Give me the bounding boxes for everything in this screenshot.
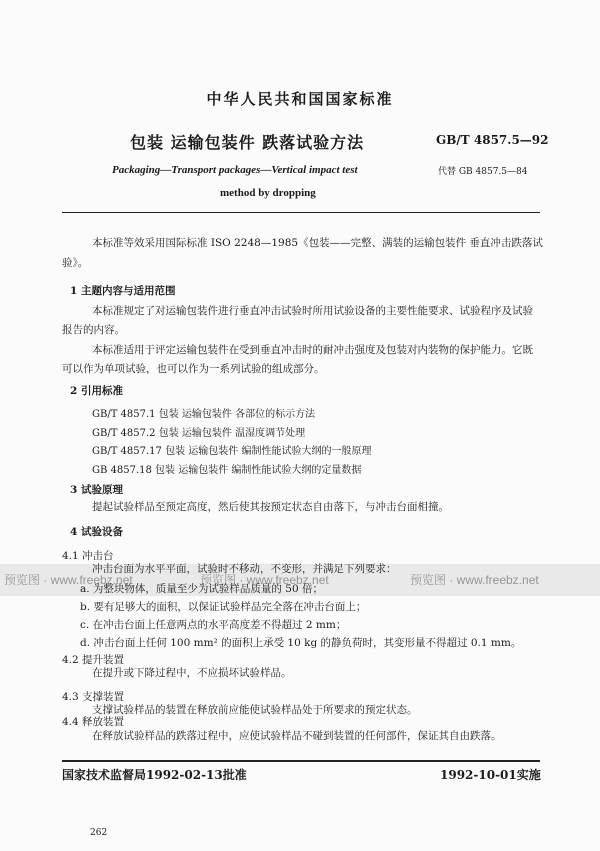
reference-item: GB/T 4857.1 包装 运输包装件 各部位的标示方法: [92, 409, 316, 420]
reference-item: GB/T 4857.2 包装 运输包装件 温湿度调节处理: [92, 428, 306, 439]
implementation-date: 1992-10-01实施: [440, 768, 541, 782]
s1-p2-line-2: 可以作为单项试验，也可以作为一系列试验的组成部分。: [62, 363, 325, 375]
reference-item: GB/T 4857.17 包装 运输包装件 编制性能试验大纲的一般原理: [92, 446, 372, 457]
standard-title: 包装 运输包装件 跌落试验方法: [130, 133, 365, 152]
intro-line-1: 本标准等效采用国际标准 ISO 2248—1985《包装——完整、满装的运输包装件 垂直冲击跌落试: [92, 237, 543, 249]
s41-item-c: c. 在冲击台面上任意两点的水平高度差不得超过 2 mm；: [80, 619, 347, 631]
standard-number: GB/T 4857.5—92: [436, 133, 549, 147]
watermark-middle: 预览图 · www.freebz.net: [200, 573, 329, 587]
s41-item-b: b. 要有足够大的面积，以保证试验样品完全落在冲击台面上；: [80, 601, 367, 613]
replaces-note: 代替 GB 4857.5—84: [438, 167, 528, 177]
section-1-heading: 1 主题内容与适用范围: [70, 285, 176, 297]
section-4-4-heading: 4.4 释放装置: [62, 716, 125, 728]
reference-item: GB 4857.18 包装 运输包装件 编制性能试验大纲的定量数据: [92, 465, 362, 476]
s43-paragraph: 支撑试验样品的装置在释放前应能使试验样品处于所要求的预定状态。: [92, 704, 418, 716]
s1-p1-line-1: 本标准规定了对运输包装件进行垂直冲击试验时所用试验设备的主要性能要求、试验程序及试验: [92, 305, 533, 317]
s1-p1-line-2: 报告的内容。: [62, 324, 125, 336]
header-rule: [62, 212, 540, 213]
national-standard-header: 中华人民共和国国家标准: [206, 90, 394, 108]
s3-paragraph: 提起试验样品至预定高度，然后使其按预定状态自由落下，与冲击台面相撞。: [92, 501, 449, 513]
s42-paragraph: 在提升或下降过程中，不应损坏试验样品。: [92, 667, 292, 679]
watermark-right: 预览图 · www.freebz.net: [410, 573, 539, 587]
section-3-heading: 3 试验原理: [70, 484, 123, 496]
s41-paragraph: 冲击台面为水平平面，试验时不移动，不变形，并满足下列要求：: [92, 563, 397, 575]
watermark-left: 预览图 · www.freebz.net: [4, 573, 133, 587]
page-number: 262: [90, 828, 108, 838]
english-title-line-2: method by dropping: [220, 187, 316, 199]
section-4-2-heading: 4.2 提升装置: [62, 654, 125, 666]
s1-p2-line-1: 本标准适用于评定运输包装件在受到垂直冲击时的耐冲击强度及包装对内装物的保护能力。它既: [92, 344, 533, 356]
section-4-1-heading: 4.1 冲击台: [62, 550, 114, 562]
intro-line-2: 验》。: [62, 257, 89, 269]
section-4-3-heading: 4.3 支撑装置: [62, 691, 125, 703]
section-2-heading: 2 引用标准: [70, 385, 123, 397]
section-4-heading: 4 试验设备: [70, 526, 123, 538]
approval-date: 国家技术监督局1992-02-13批准: [62, 768, 247, 782]
english-title-line-1: Packaging—Transport packages—Vertical impact test: [112, 164, 358, 176]
s44-paragraph: 在释放试验样品的跌落过程中，应使试验样品不碰到装置的任何部件，保证其自由跌落。: [92, 730, 502, 742]
footer-rule: [62, 760, 540, 762]
s41-item-a: a. 为整块物体，质量至少为试验样品质量的 50 倍；: [80, 583, 323, 595]
s41-item-d: d. 冲击台面上任何 100 mm² 的面积上承受 10 kg 的静负荷时，其变形量不得超过 0.1 mm。: [80, 637, 522, 649]
